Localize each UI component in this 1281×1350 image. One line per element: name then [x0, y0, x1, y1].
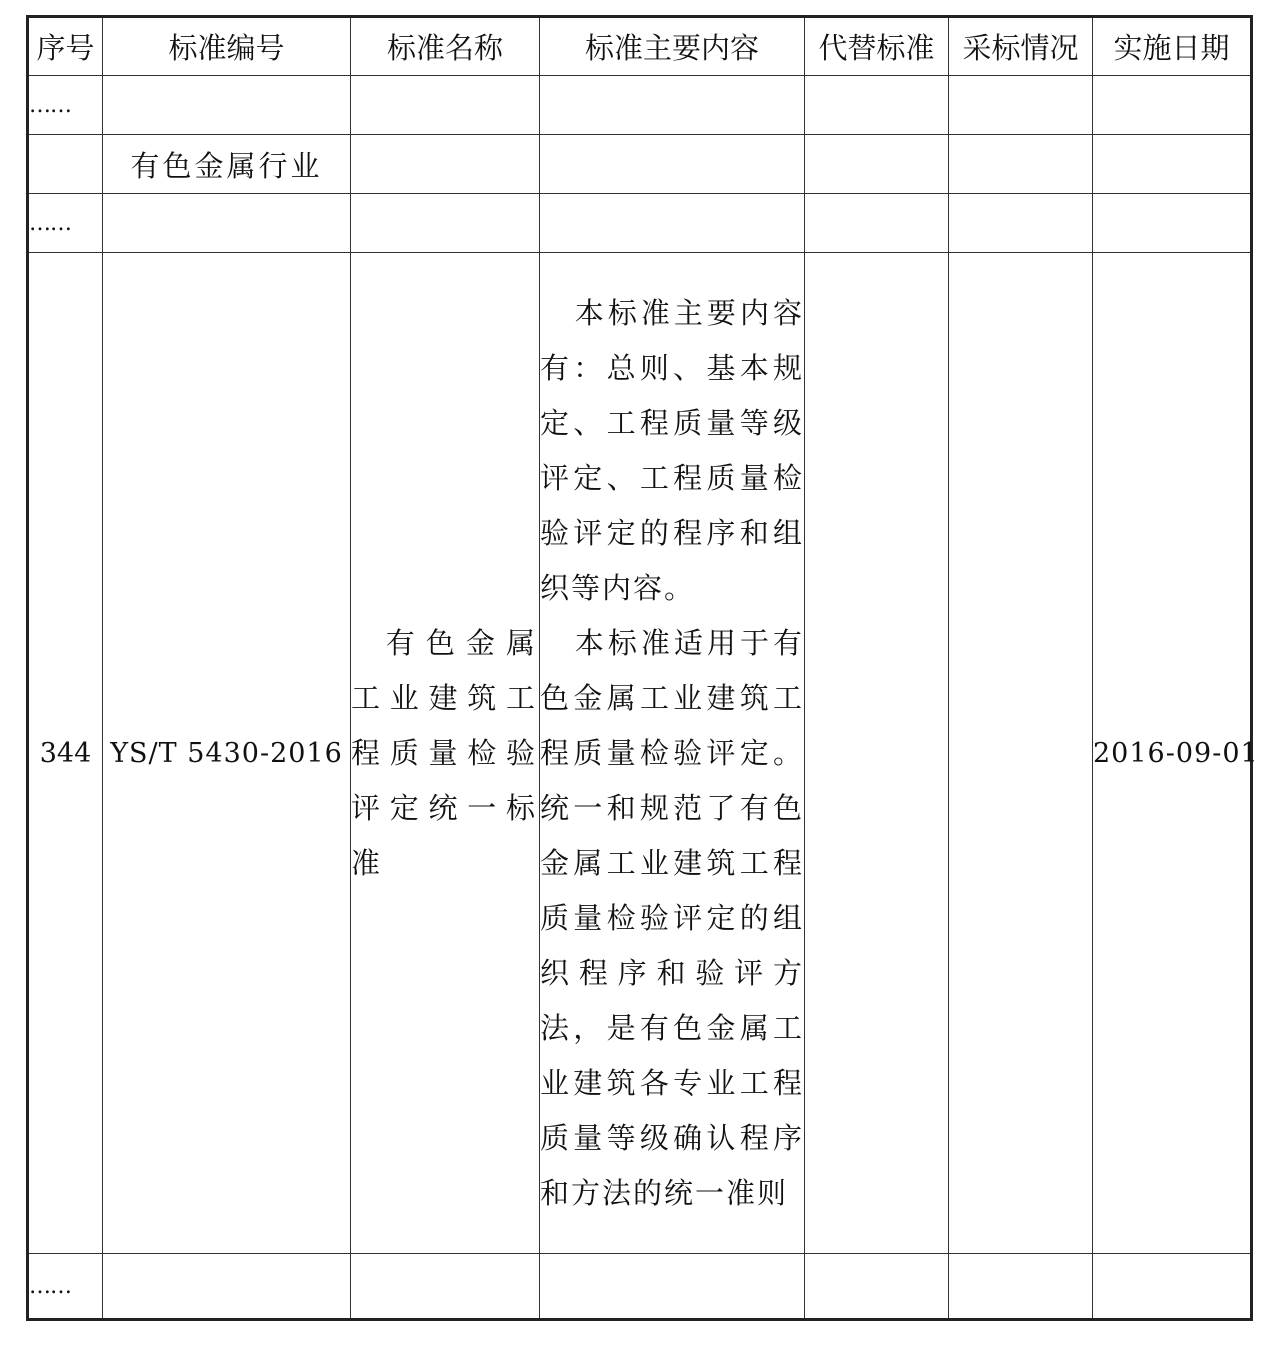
row-content-paragraph-1: 本标准主要内容有：总则、基本规定、工程质量等级评定、工程质量检验评定的程序和组织等内容。 — [540, 295, 804, 605]
table-cell — [540, 1254, 805, 1320]
table-cell — [1093, 194, 1252, 253]
table-cell — [1093, 1254, 1252, 1320]
row-name: 有色金属工业建筑工程质量检验评定统一标准 — [351, 625, 539, 880]
row-content-cell — [540, 253, 805, 1254]
table-cell — [103, 76, 351, 135]
table-cell — [805, 76, 949, 135]
ellipsis-row — [28, 76, 1252, 135]
header-date: 实施日期 — [1093, 17, 1252, 76]
row-content-paragraph-2: 本标准适用于有色金属工业建筑工程质量检验评定。统一和规范了有色金属工业建筑工程质量检验评定的组织程序和验评方法，是有色金属工业建筑各专业工程质量等级确认程序和方法的统一准则 — [540, 625, 804, 1210]
row-adoption — [949, 253, 1093, 1254]
header-replaced: 代替标准 — [805, 17, 949, 76]
table-cell — [351, 194, 540, 253]
table-cell — [103, 1254, 351, 1320]
table-cell — [351, 76, 540, 135]
header-content: 标准主要内容 — [540, 17, 805, 76]
standards-table — [26, 15, 1259, 1321]
table-cell — [1093, 76, 1252, 135]
header-code: 标准编号 — [103, 17, 351, 76]
table-cell — [805, 1254, 949, 1320]
header-adoption: 采标情况 — [949, 17, 1093, 76]
table-cell — [805, 135, 949, 194]
table-cell — [103, 194, 351, 253]
row-name-cell — [351, 253, 540, 1254]
row-replaced — [805, 253, 949, 1254]
row-seq: 344 — [28, 253, 103, 1254]
table-cell — [540, 76, 805, 135]
row-code: YS/T 5430-2016 — [103, 253, 351, 1254]
header-seq: 序号 — [28, 17, 103, 76]
table-row — [28, 253, 1252, 1254]
table-cell — [351, 1254, 540, 1320]
table-cell — [949, 135, 1093, 194]
table-cell — [351, 135, 540, 194]
ellipsis-row — [28, 1254, 1252, 1320]
table-cell — [28, 135, 103, 194]
table-cell — [1093, 135, 1252, 194]
table-cell — [949, 1254, 1093, 1320]
table-cell — [949, 194, 1093, 253]
row-date: 2016-09-01 — [1093, 253, 1252, 1254]
category-row — [28, 135, 1252, 194]
table-cell — [540, 194, 805, 253]
table-cell — [540, 135, 805, 194]
ellipsis-row — [28, 194, 1252, 253]
table-cell — [805, 194, 949, 253]
ellipsis-cell: …… — [28, 76, 103, 135]
category-label: 有色金属行业 — [103, 135, 351, 194]
ellipsis-cell: …… — [28, 194, 103, 253]
header-name: 标准名称 — [351, 17, 540, 76]
ellipsis-cell: …… — [28, 1254, 103, 1320]
table-cell — [949, 76, 1093, 135]
header-row — [28, 17, 1252, 76]
